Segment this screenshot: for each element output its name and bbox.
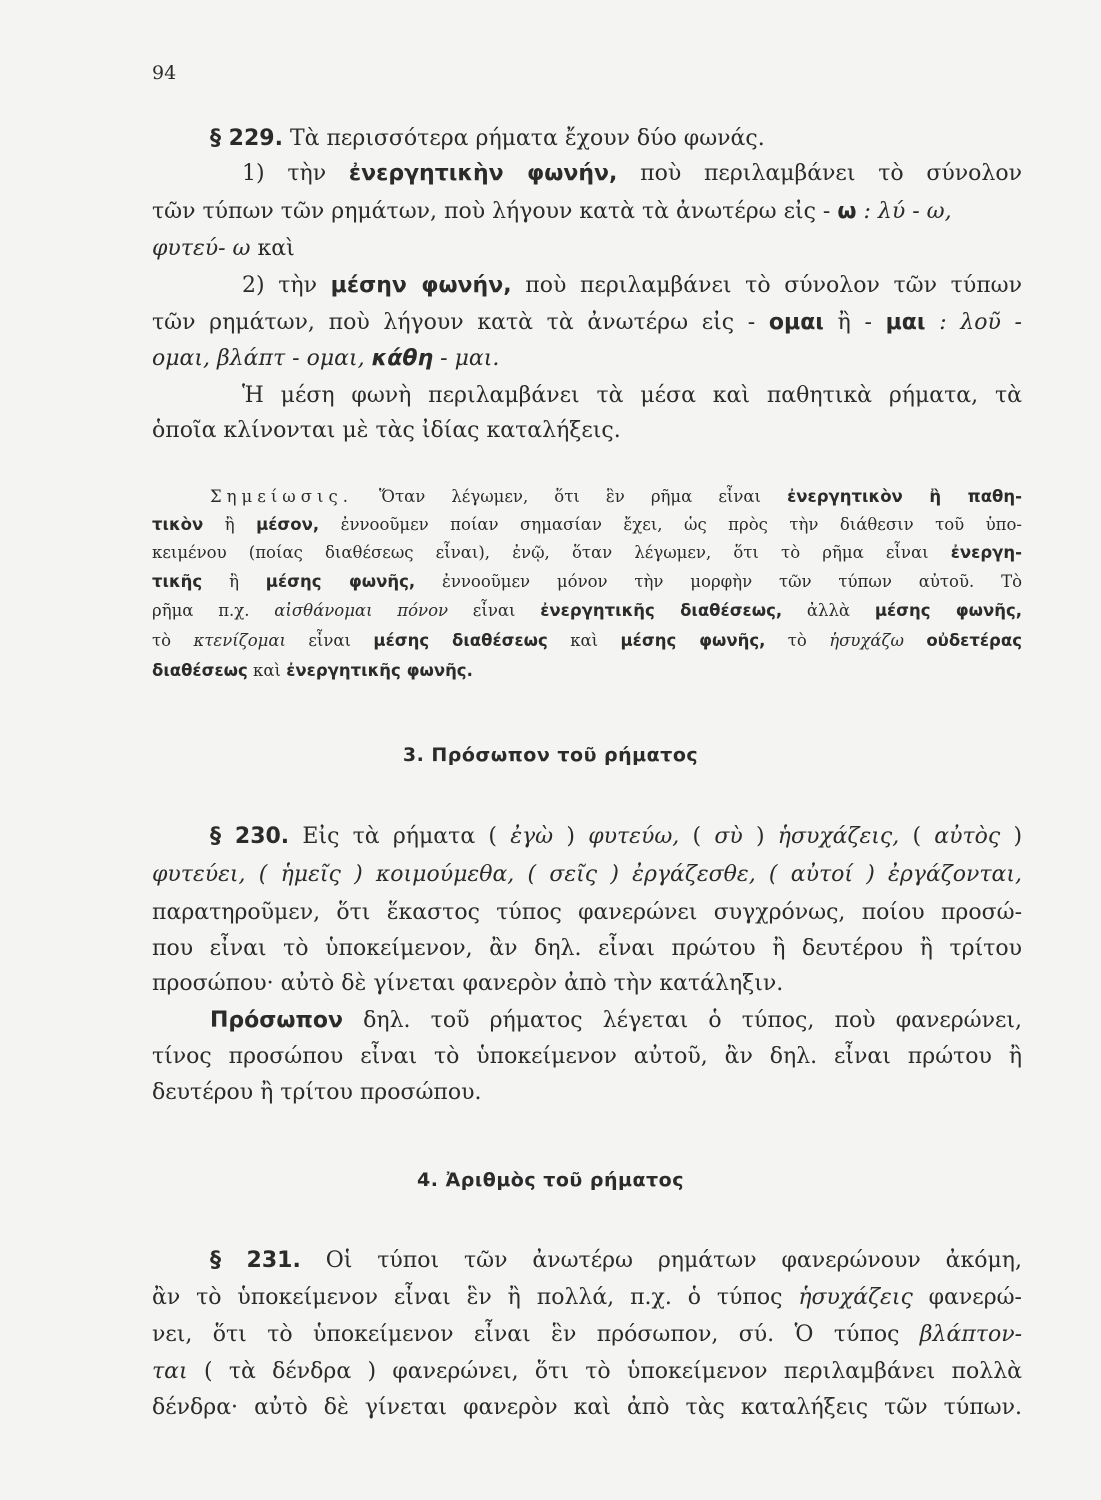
section-number: § 229. [210, 126, 283, 151]
note-line2: τικὸν ἢ μέσον, ἐννοοῦμεν ποίαν σημασίαν ἔχει, ὡς πρὸς τὴν διάθεσιν τοῦ ὑπο- [152, 515, 1023, 534]
heading-number-of-verb: 4. Ἀριθμὸς τοῦ ρήματος [417, 1169, 684, 1191]
section-229-paragraph-line2: ὁποῖα κλίνονται μὲ τὰς ἰδίας καταλήξεις. [152, 418, 621, 443]
section-229-first-line: § 229. Τὰ περισσότερα ρήματα ἔχουν δύο φωνάς. [210, 126, 765, 151]
section-230-line6: Πρόσωπον δηλ. τοῦ ρήματος λέγεται ὁ τύπος, ποὺ φανερώνει, [210, 1008, 1022, 1033]
section-230-line2: φυτεύει, ( ἡμεῖς ) κοιμούμεθα, ( σεῖς ) ἐργάζεσθε, ( αὐτοί ) ἐργάζονται, [152, 862, 1022, 887]
note-line1: Σημείωσις. Ὅταν λέγωμεν, ὅτι ἓν ρῆμα εἶναι ἐνεργητικὸν ἢ παθη- [210, 487, 1022, 506]
section-229-item2-line3: ομαι, βλάπτ - ομαι, κάθη - μαι. [152, 346, 500, 371]
person-term: Πρόσωπον [210, 1008, 344, 1033]
section-229-item1-line1: 1) τὴν ἐνεργητικὴν φωνήν, ποὺ περιλαμβάνει τὸ σύνολον [242, 161, 1022, 186]
section-number: § 231. [210, 1248, 301, 1273]
section-231-line1: § 231. Οἱ τύποι τῶν ἀνωτέρω ρημάτων φανερώνουν ἀκόμη, [210, 1248, 1022, 1273]
active-voice-term: ἐνεργητικὴν φωνήν, [348, 161, 618, 186]
section-230-line1: § 230. Εἰς τὰ ρήματα ( ἐγὼ ) φυτεύω, ( σὺ ) ἡσυχάζεις, ( αὐτὸς ) [210, 824, 1023, 849]
section-231-line5: δένδρα· αὐτὸ δὲ γίνεται φανερὸν καὶ ἀπὸ τὰς καταλήξεις τῶν τύπων. [152, 1395, 1022, 1420]
section-229-paragraph-line1: Ἡ μέση φωνὴ περιλαμβάνει τὰ μέσα καὶ παθητικὰ ρήματα, τὰ [242, 383, 1022, 408]
section-230-line4: που εἶναι τὸ ὑποκείμενον, ἂν δηλ. εἶναι πρώτου ἢ δευτέρου ἢ τρίτου [152, 936, 1022, 961]
note-line6: τὸ κτενίζομαι εἶναι μέσης διαθέσεως καὶ μέσης φωνῆς, τὸ ἡσυχάζω οὐδετέρας [152, 631, 1022, 650]
section-230-line8: δευτέρου ἢ τρίτου προσώπου. [152, 1080, 482, 1105]
section-231-line3: νει, ὅτι τὸ ὑποκείμενον εἶναι ἓν πρόσωπον, σύ. Ὁ τύπος βλάπτον- [152, 1322, 1022, 1347]
section-229-item2-line2: τῶν ρημάτων, ποὺ λήγουν κατὰ τὰ ἀνωτέρω εἰς - ομαι ἢ - μαι : λοῦ - [152, 310, 1022, 335]
section-229-item1-line3: φυτεύ- ω καὶ [152, 236, 295, 261]
section-229-item2-line1: 2) τὴν μέσην φωνήν, ποὺ περιλαμβάνει τὸ σύνολον τῶν τύπων [242, 273, 1022, 298]
section-230-line7: τίνος προσώπου εἶναι τὸ ὑποκείμενον αὐτοῦ, ἂν δηλ. εἶναι πρώτου ἢ [152, 1044, 1022, 1069]
middle-voice-term: μέσην φωνήν, [330, 273, 512, 298]
heading-person-of-verb: 3. Πρόσωπον τοῦ ρήματος [402, 744, 699, 766]
section-230-line5: προσώπου· αὐτὸ δὲ γίνεται φανερὸν ἀπὸ τὴν κατάληξιν. [152, 971, 784, 996]
section-229-item1-line2: τῶν τύπων τῶν ρημάτων, ποὺ λήγουν κατὰ τὰ ἀνωτέρω εἰς - ω : λύ - ω, [152, 199, 952, 224]
section-231-line2: ἂν τὸ ὑποκείμενον εἶναι ἓν ἢ πολλά, π.χ. ὁ τύπος ἡσυχάζεις φανερώ- [152, 1285, 1022, 1310]
note-line3: κειμένου (ποίας διαθέσεως εἶναι), ἐνῷ, ὅταν λέγωμεν, ὅτι τὸ ρῆμα εἶναι ἐνεργη- [152, 543, 1022, 562]
note-label: Σημείωσις. [210, 487, 353, 506]
note-line5: ρῆμα π.χ. αἰσθάνομαι πόνον εἶναι ἐνεργητικῆς διαθέσεως, ἀλλὰ μέσης φωνῆς, [152, 601, 1023, 620]
section-number: § 230. [210, 824, 290, 849]
section-230-line3: παρατηροῦμεν, ὅτι ἕκαστος τύπος φανερώνει συγχρόνως, ποίου προσώ- [152, 900, 1022, 925]
note-line7: διαθέσεως καὶ ἐνεργητικῆς φωνῆς. [152, 661, 473, 680]
page-number: 94 [152, 62, 177, 84]
section-231-line4: ται ( τὰ δένδρα ) φανερώνει, ὅτι τὸ ὑποκείμενον περιλαμβάνει πολλὰ [152, 1359, 1022, 1384]
note-line4: τικῆς ἢ μέσης φωνῆς, ἐννοοῦμεν μόνον τὴν μορφὴν τῶν τύπων αὐτοῦ. Τὸ [152, 572, 1023, 591]
